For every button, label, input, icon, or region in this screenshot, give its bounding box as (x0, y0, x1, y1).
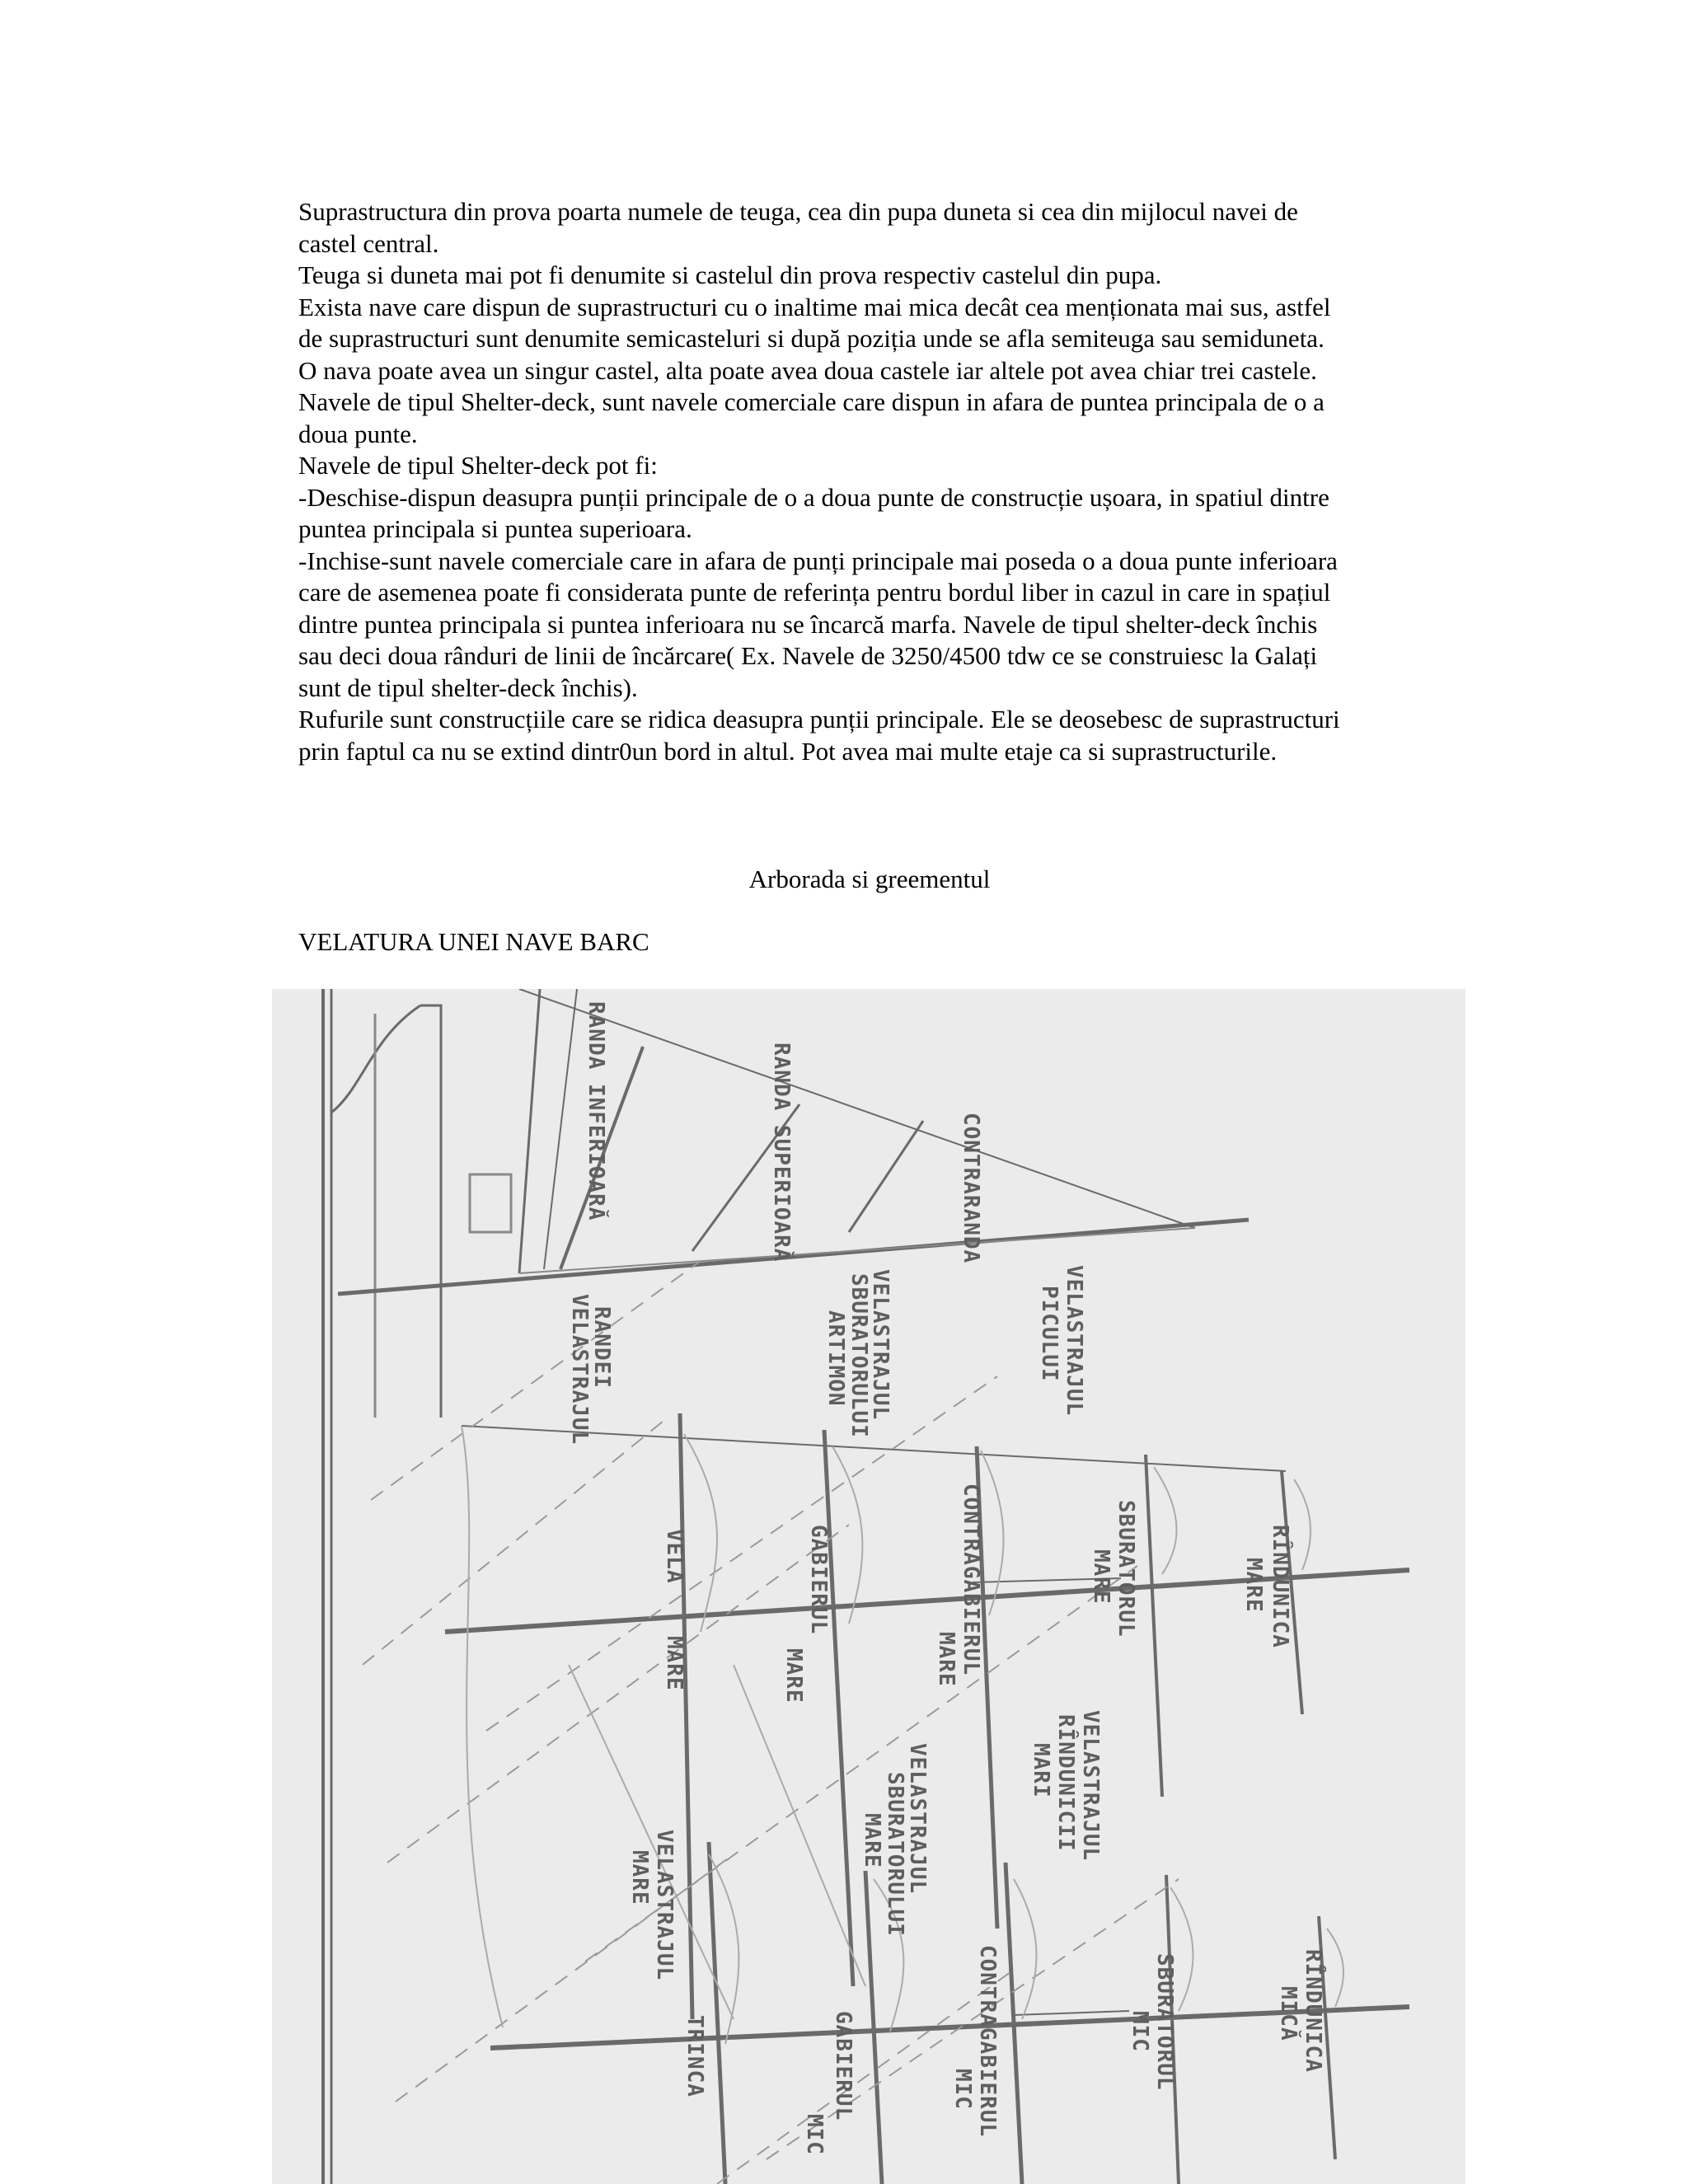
label-velastrajul-randunicii-1: VELASTRAJUL (1078, 1710, 1103, 1862)
label-velastrajul-mare-1: VELASTRAJUL (652, 1830, 677, 1981)
label-velastrajul-sburatorului-mare-3: MARE (860, 1813, 884, 1868)
paragraph-line: doua punte. (298, 419, 418, 448)
paragraph-line: Rufurile sunt construcțiile care se ridica deasupra punții principale. Ele se deosebesc de suprastructuri (298, 705, 1340, 733)
section-title: Arborada si greementul (748, 865, 991, 893)
label-velastrajul-randei-1: VELASTRAJUL (567, 1294, 592, 1446)
label-gabierul-mic-1: GABIERUL (831, 2011, 856, 2121)
paragraph-line: care de asemenea poate fi considerata punte de referința pentru bordul liber in cazul in care in spațiul (298, 578, 1331, 607)
label-velastrajul-picului-1: VELASTRAJUL (1062, 1265, 1086, 1417)
label-sburatorul-mic-2: MIC (1128, 2011, 1152, 2052)
label-contrarandа: CONTRARANDA (959, 1113, 983, 1264)
label-contragabierul-mic-1: CONTRAGABIERUL (975, 1945, 1000, 2138)
label-trinca: TRINCA (682, 2015, 707, 2097)
label-velastrajul-mare-2: MARE (627, 1850, 652, 1905)
label-randunica-mare-1: RÎNDUNICA (1268, 1525, 1292, 1648)
label-contragabierul-mare-2: MARE (934, 1632, 959, 1687)
label-velastrajul-randunicii-3: MARI (1029, 1743, 1053, 1798)
label-velastrajul-sburatorului-3: ARTIMON (823, 1310, 848, 1407)
label-randa-inferioara: RANDA INFERIOARĂ (584, 1001, 608, 1221)
paragraph-line: dintre puntea principala si puntea inferioara nu se încarcă marfa. Navele de tipul shelter-deck închis (298, 609, 1318, 639)
paragraph-line: -Deschise-dispun deasupra punții principale de o a doua punte de construcție ușoara, in spatiul dintre (298, 482, 1329, 512)
label-contragabierul-mic-2: MIC (950, 2069, 975, 2110)
label-velastrajul-sburatorului-mare-1: VELASTRAJUL (905, 1743, 930, 1895)
paragraph-line: O nava poate avea un singur castel, alta poate avea doua castele iar altele pot avea chiar trei castele. (298, 355, 1317, 385)
paragraph-line: Exista nave care dispun de suprastructuri cu o inaltime mai mica decât cea menționata mai sus, astfel (298, 292, 1331, 321)
paragraph-line: -Inchise-sunt navele comerciale care in afara de punți principale mai poseda o a doua punte inferioara (298, 546, 1338, 575)
label-gabierul-mare-1: GABIERUL (806, 1525, 831, 1635)
paragraph-line: Navele de tipul Shelter-deck pot fi: (298, 451, 658, 480)
label-vela-mare-2: MARE (662, 1636, 687, 1691)
paragraph-line: Navele de tipul Shelter-deck, sunt navele comerciale care dispun in afara de puntea principala de o a (298, 387, 1325, 416)
label-velastrajul-sburatorului-mare-2: SBURATORULUI (883, 1772, 907, 1937)
label-randunica-mica-2: MICĂ (1276, 1986, 1301, 2041)
label-gabierul-mic-2: MIC (802, 2114, 827, 2155)
label-sburatorul-mare-1: SBURATORUL (1114, 1500, 1138, 1638)
label-sburatorul-mic-1: SBURATORUL (1152, 1953, 1177, 2091)
sail-plan-sketch (272, 989, 1465, 2184)
body-text (298, 196, 1436, 767)
label-randunica-mica-1: RÎNDUNICA (1301, 1949, 1325, 2073)
sail-plan-drawing (272, 989, 1465, 2184)
label-sburatorul-mare-2: MARE (1089, 1549, 1114, 1605)
label-randa-superioara: RANDA SUPERIOARĂ (769, 1043, 794, 1263)
label-velastrajul-sburatorului-1: VELASTRAJUL (868, 1269, 893, 1421)
label-velastrajul-randunicii-2: RÎNDUNICII (1053, 1714, 1078, 1852)
label-velastrajul-picului-2: PICULUI (1037, 1286, 1062, 1382)
label-velastrajul-sburatorului-2: SBURATORULUI (846, 1273, 871, 1438)
paragraph-line: de suprastructuri sunt denumite semicasteluri si după poziția unde se afla semiteuga sau semiduneta. (298, 324, 1325, 353)
label-vela-mare-1: VELA (662, 1529, 687, 1584)
paragraph-line: puntea principala si puntea superioara. (298, 514, 692, 543)
label-randunica-mare-2: MARE (1241, 1558, 1266, 1613)
label-gabierul-mare-2: MARE (781, 1648, 806, 1704)
paragraph-line: sunt de tipul shelter-deck închis). (298, 673, 638, 702)
paragraph-line: prin faptul ca nu se extind dintr0un bord in altul. Pot avea mai multe etaje ca si suprastructurile. (298, 736, 1278, 766)
figure-title: VELATURA UNEI NAVE BARC (298, 927, 649, 956)
paragraph-line: castel central. (298, 228, 439, 258)
paragraph-line: sau deci doua rânduri de linii de încărcare( Ex. Navele de 3250/4500 tdw ce se construiesc la Galați (298, 641, 1318, 670)
paragraph-line: Suprastructura din prova poarta numele de teuga, cea din pupa duneta si cea din mijlocul navei de (298, 197, 1298, 226)
label-contragabierul-mare-1: CONTRAGABIERUL (959, 1483, 983, 1676)
label-velastrajul-randei-2: RANDEI (589, 1306, 614, 1389)
paragraph-line: Teuga si duneta mai pot fi denumite si castelul din prova respectiv castelul din pupa. (298, 260, 1162, 289)
